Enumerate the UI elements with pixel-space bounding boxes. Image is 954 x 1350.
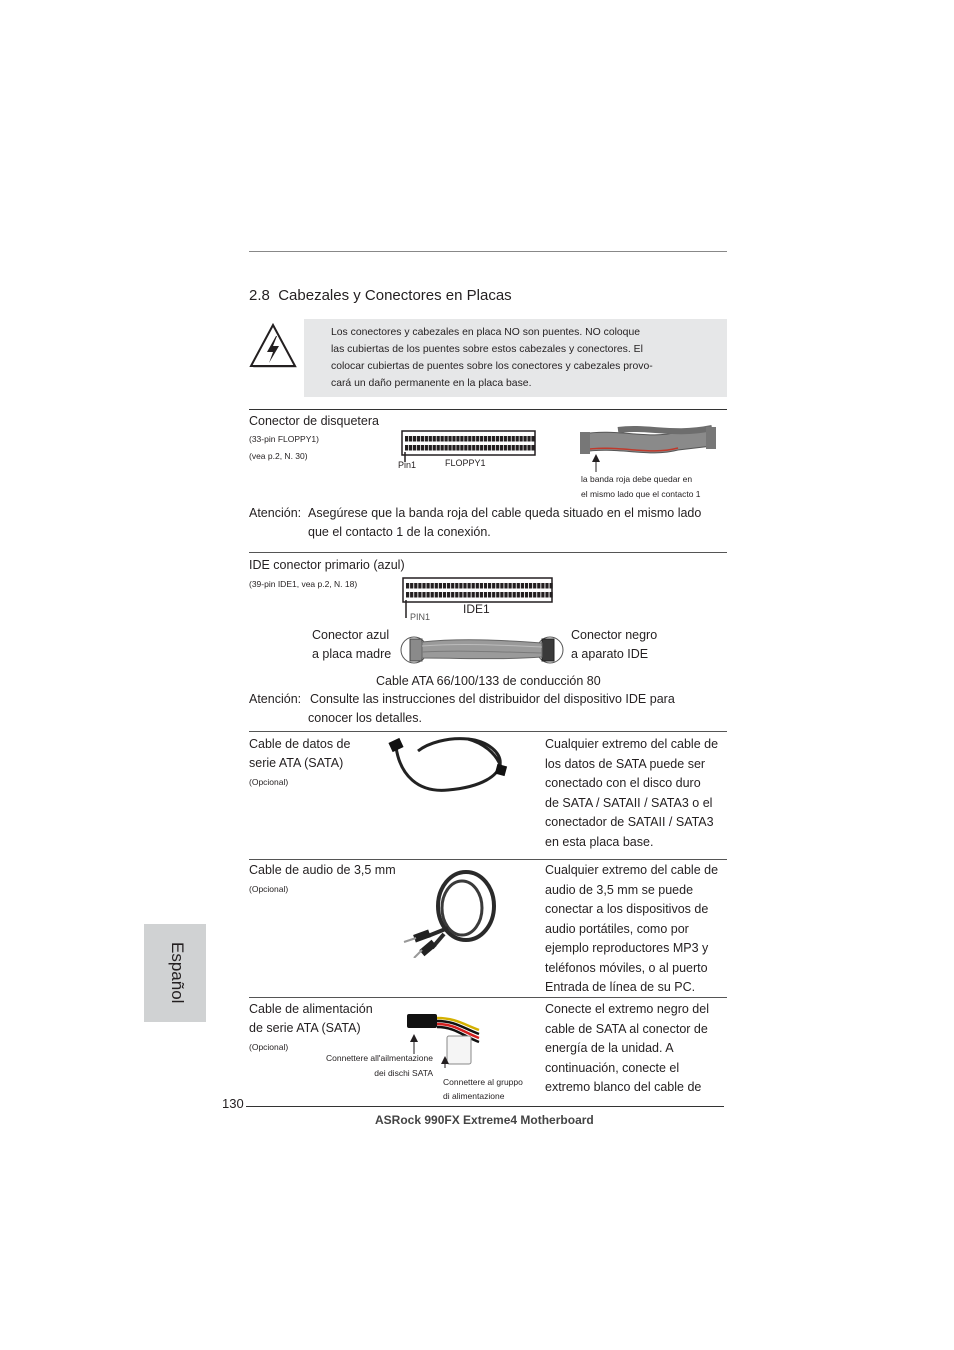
header-pin <box>447 592 450 598</box>
ide-ribbon-cable <box>400 632 568 668</box>
sata-desc-line: conectado con el disco duro <box>545 776 701 790</box>
audio-rule <box>249 859 727 860</box>
header-pin <box>509 592 512 598</box>
power-desc-line: extremo blanco del cable de <box>545 1080 702 1094</box>
header-pin <box>410 592 413 598</box>
header-pin <box>448 445 451 451</box>
header-pin <box>520 445 523 451</box>
floppy-cable-note1: la banda roja debe quedar en <box>581 474 693 484</box>
header-pin <box>445 436 448 442</box>
header-pin <box>527 436 530 442</box>
header-pin <box>509 583 512 589</box>
header-pin <box>529 592 532 598</box>
audio-desc-line: ejemplo reproductores MP3 y <box>545 941 709 955</box>
header-pin <box>529 583 532 589</box>
sata-desc-line: en esta placa base. <box>545 834 654 849</box>
header-pin <box>468 436 471 442</box>
header-pin <box>410 583 413 589</box>
header-pin <box>468 583 471 589</box>
header-pin <box>521 583 524 589</box>
floppy-sub1: (33-pin FLOPPY1) <box>249 434 319 444</box>
header-pin <box>541 583 544 589</box>
page-number: 130 <box>222 1096 244 1111</box>
header-pin <box>429 445 432 451</box>
ide-blue-line1: Conector azul <box>312 628 390 642</box>
header-pin <box>476 583 479 589</box>
header-pin <box>413 436 416 442</box>
header-pin <box>409 436 412 442</box>
floppy-attention-line2: que el contacto 1 de la conexión. <box>308 525 491 539</box>
warning-lightning-icon <box>248 322 300 372</box>
header-pin <box>480 445 483 451</box>
header-pin <box>406 592 409 598</box>
header-pin <box>521 592 524 598</box>
audio-desc-line: conectar a los dispositivos de <box>545 902 709 916</box>
ide-black-line2: a aparato IDE <box>571 647 649 661</box>
header-pin <box>496 583 499 589</box>
header-pin <box>480 592 483 598</box>
header-pin <box>409 445 412 451</box>
power-title1: Cable de alimentación <box>249 1002 373 1016</box>
header-pin <box>513 592 516 598</box>
header-pin <box>431 592 434 598</box>
power-label-psu1: Connettere al gruppo <box>443 1077 523 1087</box>
header-pin <box>504 436 507 442</box>
header-pin <box>531 436 534 442</box>
header-pin <box>456 436 459 442</box>
power-optional: (Opcional) <box>249 1042 289 1052</box>
header-pin <box>435 592 438 598</box>
header-pin <box>405 436 408 442</box>
header-pin <box>455 592 458 598</box>
floppy-ribbon-cable <box>578 424 718 474</box>
header-pin <box>541 592 544 598</box>
header-pin <box>496 592 499 598</box>
header-pin <box>484 583 487 589</box>
header-pin <box>451 592 454 598</box>
power-label-psu2: di alimentazione <box>443 1091 505 1101</box>
header-pin <box>468 445 471 451</box>
header-pin <box>418 583 421 589</box>
section-title <box>249 287 512 304</box>
header-pin <box>468 592 471 598</box>
header-pin <box>512 445 515 451</box>
top-rule <box>249 251 727 252</box>
footer-title: ASRock 990FX Extreme4 Motherboard <box>375 1113 594 1127</box>
header-pin <box>517 583 520 589</box>
header-pin <box>480 583 483 589</box>
power-label-sata2: dei dischi SATA <box>374 1068 433 1078</box>
header-pin <box>500 592 503 598</box>
floppy-sub2: (vea p.2, N. 30) <box>249 451 308 461</box>
audio-desc-line: Cualquier extremo del cable de <box>545 863 719 877</box>
header-pin <box>545 583 548 589</box>
header-pin <box>422 592 425 598</box>
warning-line: cará un daño permanente en la placa base. <box>331 378 532 389</box>
sata-rule <box>249 731 727 732</box>
header-pin <box>524 445 527 451</box>
audio-optional: (Opcional) <box>249 884 289 894</box>
ide-cable-caption: Cable ATA 66/100/133 de conducción 80 <box>376 674 601 688</box>
header-pin <box>464 445 467 451</box>
power-title2: de serie ATA (SATA) <box>249 1021 361 1035</box>
header-pin <box>527 445 530 451</box>
audio-desc-line: Entrada de línea de su PC. <box>545 980 696 994</box>
sata-desc-line: los datos de SATA puede ser <box>545 756 706 771</box>
header-pin <box>431 583 434 589</box>
header-pin <box>405 445 408 451</box>
power-label-sata1: Connettere all'ailmentazione <box>326 1053 433 1063</box>
header-pin <box>525 592 528 598</box>
header-pin <box>492 436 495 442</box>
header-pin <box>517 592 520 598</box>
language-tab-label: Español <box>168 942 187 1004</box>
section-heading: Cabezales y Conectores en Placas <box>278 287 512 304</box>
header-pin <box>480 436 483 442</box>
header-pin <box>445 445 448 451</box>
ide-pin-label: PIN1 <box>410 612 431 622</box>
header-pin <box>413 445 416 451</box>
header-pin <box>437 445 440 451</box>
header-pin <box>476 445 479 451</box>
header-pin <box>459 592 462 598</box>
header-pin <box>488 583 491 589</box>
header-pin <box>476 436 479 442</box>
header-pin <box>472 436 475 442</box>
header-pin <box>472 592 475 598</box>
header-pin <box>545 592 548 598</box>
header-pin <box>441 445 444 451</box>
header-pin <box>452 445 455 451</box>
header-pin <box>508 436 511 442</box>
section-number: 2.8 <box>249 287 270 304</box>
header-pin <box>421 436 424 442</box>
header-pin <box>492 592 495 598</box>
header-pin <box>435 583 438 589</box>
power-desc-line: Conecte el extremo negro del <box>545 1002 709 1016</box>
header-pin <box>476 592 479 598</box>
audio-cable-image <box>400 866 500 958</box>
header-pin <box>492 583 495 589</box>
header-pin <box>512 436 515 442</box>
header-pin <box>451 583 454 589</box>
header-pin <box>496 436 499 442</box>
warning-line: las cubiertas de los puentes sobre estos cabezales y conectores. El <box>331 344 643 355</box>
header-pin <box>463 583 466 589</box>
power-desc-line: continuación, conecte el <box>545 1060 680 1075</box>
floppy-rule <box>249 409 727 410</box>
warning-text <box>331 324 681 392</box>
header-pin <box>418 592 421 598</box>
floppy-header-label: FLOPPY1 <box>445 458 486 468</box>
ide-title: IDE conector primario (azul) <box>249 558 405 572</box>
sata-cable-image <box>388 735 518 797</box>
header-pin <box>441 436 444 442</box>
header-pin <box>456 445 459 451</box>
header-pin <box>437 436 440 442</box>
sata-description <box>545 735 730 852</box>
header-pin <box>550 592 553 598</box>
warning-line: colocar cubiertas de puentes sobre los conectores y cabezales provo- <box>331 361 653 372</box>
header-pin <box>464 436 467 442</box>
header-pin <box>406 583 409 589</box>
header-pin <box>488 445 491 451</box>
header-pin <box>533 583 536 589</box>
header-pin <box>439 583 442 589</box>
power-desc-line: cable de SATA al conector de <box>545 1021 708 1036</box>
header-pin <box>459 583 462 589</box>
sata-desc-line: Cualquier extremo del cable de <box>545 737 719 751</box>
audio-title: Cable de audio de 3,5 mm <box>249 863 396 877</box>
header-pin <box>488 592 491 598</box>
header-pin <box>422 583 425 589</box>
floppy-title: Conector de disquetera <box>249 414 379 428</box>
power-desc-line: energía de la unidad. A <box>545 1041 674 1055</box>
ide-rule <box>249 552 727 553</box>
header-pin <box>500 445 503 451</box>
header-pin <box>533 592 536 598</box>
sata-desc-line: de SATA / SATAII / SATA3 o el <box>545 795 713 810</box>
header-pin <box>516 436 519 442</box>
header-pin <box>455 583 458 589</box>
ide-header-label: IDE1 <box>463 602 490 616</box>
audio-desc-line: audio portátiles, como por <box>545 921 689 936</box>
header-pin <box>427 583 430 589</box>
sata-title1: Cable de datos de <box>249 737 351 751</box>
header-pin <box>504 592 507 598</box>
warning-line: Los conectores y cabezales en placa NO son puentes. NO coloque <box>331 327 641 338</box>
header-pin <box>417 436 420 442</box>
header-pin <box>500 583 503 589</box>
power-rule <box>249 997 727 998</box>
header-pin <box>417 445 420 451</box>
audio-desc-line: audio de 3,5 mm se puede <box>545 882 694 897</box>
header-pin <box>439 592 442 598</box>
sata-desc-line: conectador de SATAII / SATA3 <box>545 815 714 829</box>
header-pin <box>488 436 491 442</box>
header-pin <box>425 436 428 442</box>
header-pin <box>421 445 424 451</box>
audio-description <box>545 861 730 998</box>
header-pin <box>448 436 451 442</box>
header-pin <box>414 592 417 598</box>
header-pin <box>550 583 553 589</box>
header-pin <box>504 583 507 589</box>
ide-blue-line2: a placa madre <box>312 647 392 661</box>
header-pin <box>443 592 446 598</box>
header-pin <box>492 445 495 451</box>
floppy-attention-line1: Asegúrese que la banda roja del cable queda situado en el mismo lado <box>308 506 702 520</box>
header-pin <box>524 436 527 442</box>
header-pin <box>460 436 463 442</box>
power-description <box>545 1000 730 1098</box>
header-pin <box>537 583 540 589</box>
header-pin <box>531 445 534 451</box>
header-pin <box>414 583 417 589</box>
header-pin <box>537 592 540 598</box>
header-pin <box>513 583 516 589</box>
header-pin <box>484 436 487 442</box>
header-pin <box>525 583 528 589</box>
header-pin <box>520 436 523 442</box>
ide-attention-label: Atención: <box>249 692 302 706</box>
header-pin <box>425 445 428 451</box>
header-pin <box>427 592 430 598</box>
sata-title2: serie ATA (SATA) <box>249 756 344 770</box>
header-pin <box>447 583 450 589</box>
floppy-attention-label: Atención: <box>249 506 302 520</box>
header-pin <box>460 445 463 451</box>
floppy-cable-note2: el mismo lado que el contacto 1 <box>581 489 701 499</box>
header-pin <box>496 445 499 451</box>
sata-optional: (Opcional) <box>249 777 289 787</box>
header-pin <box>500 436 503 442</box>
header-pin <box>433 445 436 451</box>
ide-attention-line1: Consulte las instrucciones del distribuidor del dispositivo IDE para <box>310 692 675 706</box>
header-pin <box>452 436 455 442</box>
header-pin <box>472 445 475 451</box>
floppy-pin-label: Pin1 <box>398 460 417 470</box>
footer-rule <box>246 1106 724 1107</box>
header-pin <box>508 445 511 451</box>
header-pin <box>443 583 446 589</box>
header-pin <box>484 592 487 598</box>
header-pin <box>433 436 436 442</box>
header-pin <box>504 445 507 451</box>
header-pin <box>429 436 432 442</box>
ide-attention-line2: conocer los detalles. <box>308 711 422 725</box>
audio-desc-line: teléfonos móviles, o al puerto <box>545 960 708 975</box>
ide-black-line1: Conector negro <box>571 628 658 642</box>
header-pin <box>472 583 475 589</box>
header-pin <box>463 592 466 598</box>
header-pin <box>484 445 487 451</box>
header-pin <box>516 445 519 451</box>
ide-sub: (39-pin IDE1, vea p.2, N. 18) <box>249 579 358 589</box>
